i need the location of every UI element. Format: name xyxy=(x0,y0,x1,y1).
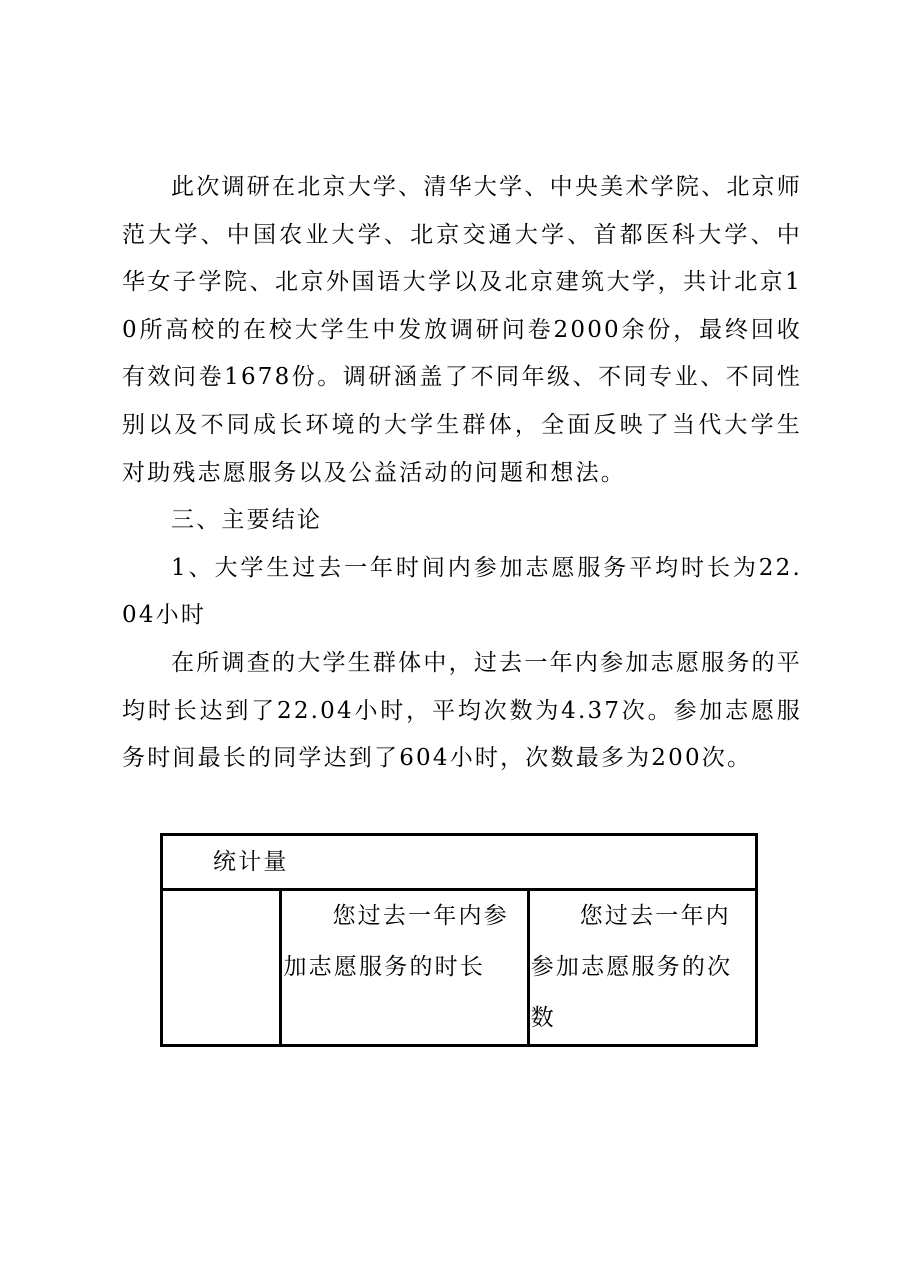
finding-heading: 1、大学生过去一年时间内参加志愿服务平均时长为22.04小时 xyxy=(122,554,802,629)
table-title: 统计量 xyxy=(213,849,289,875)
section-heading: 三、主要结论 xyxy=(171,507,323,534)
column-duration-cell xyxy=(281,890,528,1046)
table-row xyxy=(162,890,757,1046)
column-count-cell xyxy=(528,890,756,1046)
table-title-cell xyxy=(162,835,757,890)
column-duration-header: 您过去一年内参加志愿服务的时长 xyxy=(283,903,509,980)
statistics-table xyxy=(160,833,758,1047)
intro-paragraph: 此次调研在北京大学、清华大学、中央美术学院、北京师范大学、中国农业大学、北京交通大学、首都医科大学、中华女子学院、北京外国语大学以及北京建筑大学，共计北京10所高校的在校大学生中发放调研问卷2000余份，最终回收有效问卷1678份。调研涵盖了不同年级、不同专业、不同性别以及不同成长环境的大学生群体，全面反映了当代大学生对助残志愿服务以及公益活动的问题和想法。 xyxy=(122,174,802,486)
finding-paragraph: 在所调查的大学生群体中，过去一年内参加志愿服务的平均时长达到了22.04小时，平均次数为4.37次。参加志愿服务时间最长的同学达到了604小时，次数最多为200次。 xyxy=(122,649,802,772)
table-header-row xyxy=(162,835,757,890)
document-body xyxy=(122,164,802,783)
row-label-cell xyxy=(162,890,281,1046)
column-count-header: 您过去一年内参加志愿服务的次数 xyxy=(530,903,733,1031)
